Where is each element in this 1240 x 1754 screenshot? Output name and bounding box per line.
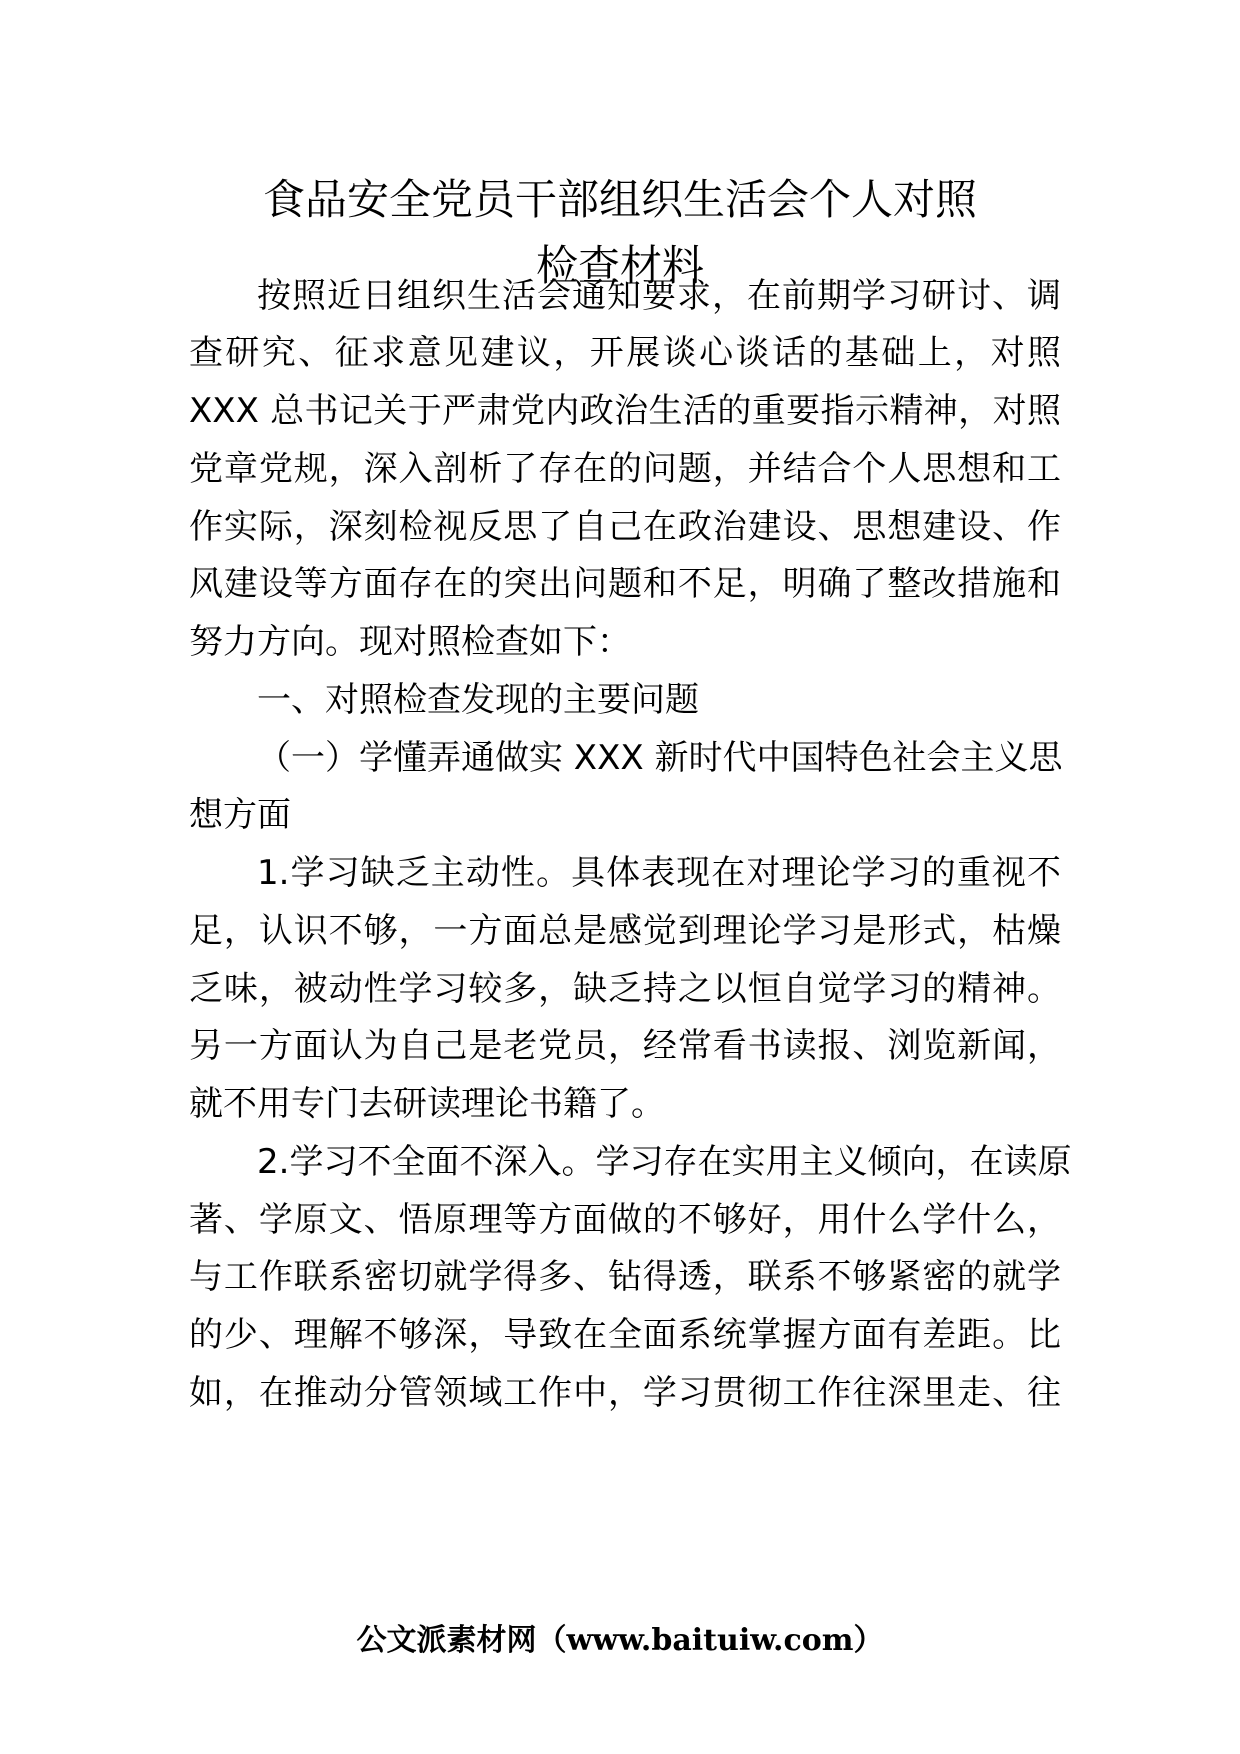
- body-line: 著、学原文、悟原理等方面做的不够好，用什么学什么，: [189, 1200, 1061, 1240]
- document-title-line-2: 检查材料: [535, 241, 704, 290]
- body-line: XXX 总书记关于严肃党内政治生活的重要指示精神，对照: [189, 391, 1061, 431]
- document-title-line-1: 食品安全党员干部组织生活会个人对照: [262, 175, 977, 224]
- footer-watermark: 公文派素材网（www.baituiw.com）: [356, 1623, 884, 1658]
- body-line: 风建设等方面存在的突出问题和不足，明确了整改措施和: [189, 564, 1061, 604]
- section-heading: 一、对照检查发现的主要问题: [257, 680, 699, 720]
- subsection-heading-cont: 想方面: [189, 795, 291, 835]
- body-line: 的少、理解不够深，导致在全面系统掌握方面有差距。比: [189, 1315, 1061, 1355]
- body-line: 乏味，被动性学习较多，缺乏持之以恒自觉学习的精神。: [189, 969, 1061, 1009]
- body-line: 与工作联系密切就学得多、钻得透，联系不够紧密的就学: [189, 1257, 1061, 1297]
- body-line: 2.学习不全面不深入。学习存在实用主义倾向，在读原: [257, 1142, 1072, 1182]
- body-line: 就不用专门去研读理论书籍了。: [189, 1084, 665, 1124]
- body-line: 另一方面认为自己是老党员，经常看书读报、浏览新闻，: [189, 1026, 1061, 1066]
- body-line: 查研究、征求意见建议，开展谈心谈话的基础上，对照: [189, 333, 1061, 373]
- body-line: 作实际，深刻检视反思了自己在政治建设、思想建设、作: [189, 507, 1061, 547]
- body-line: 党章党规，深入剖析了存在的问题，并结合个人思想和工: [189, 449, 1061, 489]
- body-line: 努力方向。现对照检查如下：: [189, 622, 631, 662]
- subsection-heading: （一）学懂弄通做实 XXX 新时代中国特色社会主义思: [257, 738, 1063, 778]
- body-line: 如，在推动分管领域工作中，学习贯彻工作往深里走、往: [189, 1373, 1061, 1413]
- body-line: 足，认识不够，一方面总是感觉到理论学习是形式，枯燥: [189, 911, 1061, 951]
- body-line: 按照近日组织生活会通知要求，在前期学习研讨、调: [257, 276, 1061, 316]
- body-line: 1.学习缺乏主动性。具体表现在对理论学习的重视不: [257, 853, 1061, 893]
